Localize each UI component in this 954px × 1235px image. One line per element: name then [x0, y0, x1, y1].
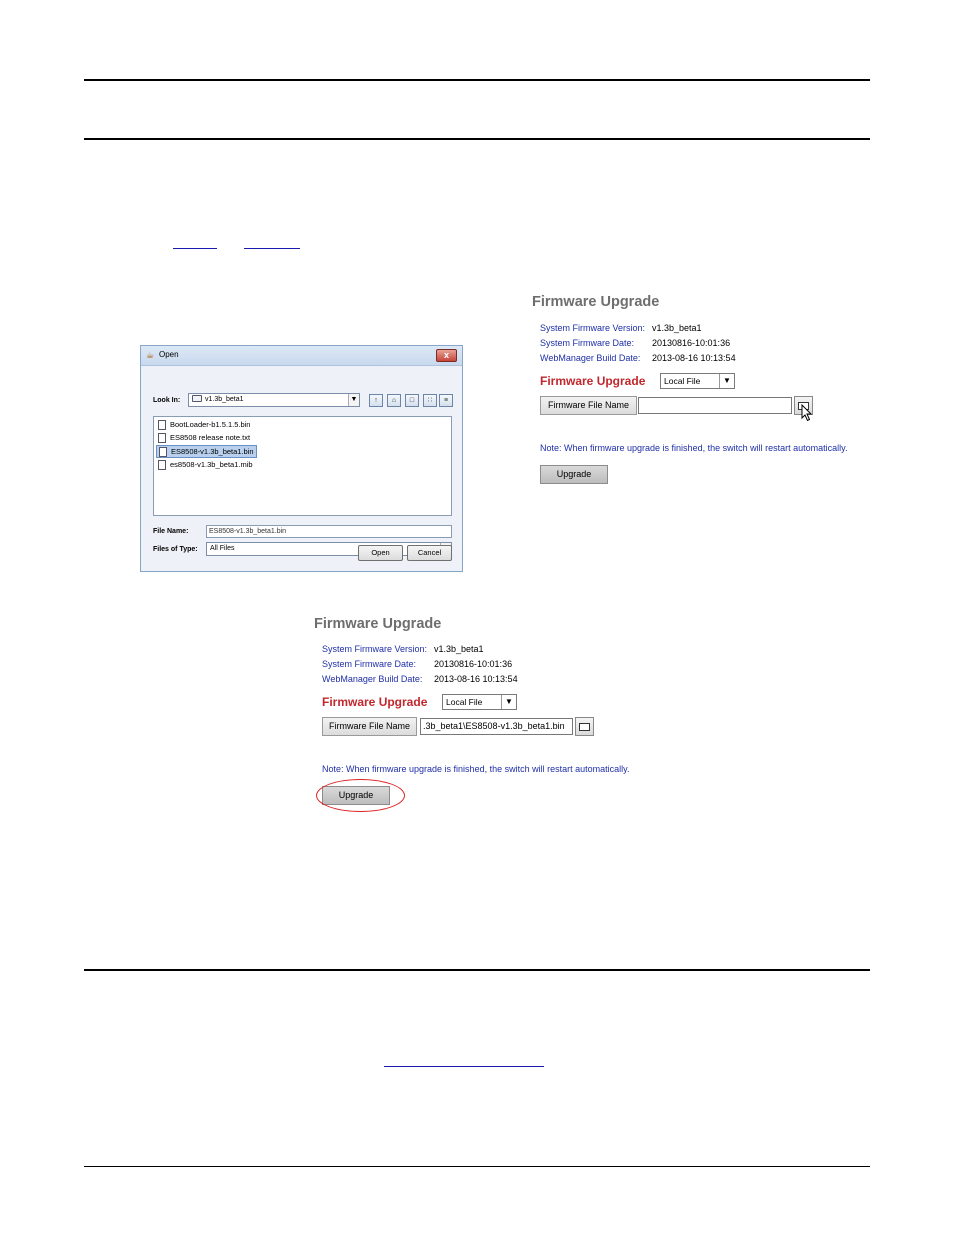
firmware-file-input[interactable]: .3b_beta1\ES8508-v1.3b_beta1.bin: [420, 718, 573, 735]
dialog-title-bar: [141, 346, 462, 366]
browse-folder-icon[interactable]: [575, 717, 594, 736]
chevron-down-icon[interactable]: ▼: [719, 374, 734, 388]
build-date-label: WebManager Build Date:: [322, 674, 423, 684]
dialog-body: [142, 367, 461, 570]
firmware-date-value: 20130816-10:01:36: [434, 659, 513, 669]
look-in-label: Look In:: [153, 397, 181, 404]
open-button[interactable]: Open: [358, 545, 403, 561]
firmware-version-label: System Firmware Version:: [540, 323, 646, 333]
firmware-version-value: v1.3b_beta1: [434, 644, 484, 654]
folder-icon: [192, 395, 202, 402]
details-view-icon[interactable]: ≡: [439, 394, 453, 407]
header-rule-top: [84, 79, 870, 81]
firmware-file-input[interactable]: [638, 397, 792, 414]
firmware-upgrade-heading: Firmware Upgrade: [540, 374, 646, 388]
java-app-icon: ☕: [146, 350, 155, 360]
list-item[interactable]: es8508-v1.3b_beta1.mib: [156, 459, 255, 472]
restart-note: Note: When firmware upgrade is finished, the switch will restart automatically.: [322, 764, 630, 774]
files-of-type-label: Files of Type:: [153, 546, 198, 553]
home-folder-icon[interactable]: ⌂: [387, 394, 401, 407]
list-view-icon[interactable]: ∷: [423, 394, 437, 407]
build-date-label: WebManager Build Date:: [540, 353, 641, 363]
look-in-combo[interactable]: [188, 393, 360, 407]
file-icon: [158, 433, 166, 443]
file-icon: [159, 447, 167, 457]
header-rule-bottom: [84, 138, 870, 140]
files-of-type-value: All Files: [210, 545, 235, 552]
cancel-button[interactable]: Cancel: [407, 545, 452, 561]
firmware-upgrade-heading: Firmware Upgrade: [322, 695, 428, 709]
file-icon: [158, 460, 166, 470]
upgrade-source-value: Local File: [446, 697, 483, 707]
restart-note: Note: When firmware upgrade is finished, the switch will restart automatically.: [540, 443, 848, 453]
build-date-value: 2013-08-16 10:13:54: [652, 353, 736, 363]
close-icon[interactable]: x: [436, 349, 457, 362]
upgrade-source-value: Local File: [664, 376, 701, 386]
firmware-version-value: v1.3b_beta1: [652, 323, 702, 333]
chevron-down-icon[interactable]: ▼: [501, 695, 516, 709]
firmware-date-label: System Firmware Date:: [322, 659, 417, 669]
upgrade-source-select[interactable]: [660, 373, 735, 389]
open-file-dialog: [140, 345, 463, 572]
upgrade-button[interactable]: Upgrade: [322, 786, 390, 805]
hyperlink-underline-2[interactable]: [244, 248, 300, 249]
firmware-version-label: System Firmware Version:: [322, 644, 428, 654]
firmware-file-name-button[interactable]: Firmware File Name: [540, 396, 637, 415]
file-list[interactable]: [153, 416, 452, 516]
list-item-selected[interactable]: ES8508-v1.3b_beta1.bin: [156, 445, 257, 458]
hyperlink-underline-1[interactable]: [173, 248, 217, 249]
new-folder-icon[interactable]: □: [405, 394, 419, 407]
chevron-down-icon[interactable]: ▼: [348, 394, 359, 406]
hyperlink-underline-3[interactable]: [384, 1066, 544, 1067]
firmware-date-label: System Firmware Date:: [540, 338, 635, 348]
panel-title: Firmware Upgrade: [314, 616, 442, 632]
file-name-field[interactable]: ES8508-v1.3b_beta1.bin: [206, 525, 452, 538]
firmware-date-value: 20130816-10:01:36: [652, 338, 731, 348]
build-date-value: 2013-08-16 10:13:54: [434, 674, 518, 684]
list-item[interactable]: BootLoader-b1.5.1.5.bin: [156, 419, 252, 432]
upgrade-source-select[interactable]: [442, 694, 517, 710]
section-rule: [84, 969, 870, 971]
panel-title: Firmware Upgrade: [532, 294, 660, 310]
footer-rule: [84, 1166, 870, 1167]
file-icon: [158, 420, 166, 430]
file-name-label: File Name:: [153, 528, 189, 535]
up-folder-icon[interactable]: ↑: [369, 394, 383, 407]
highlight-circle: [316, 779, 405, 812]
look-in-value: v1.3b_beta1: [205, 396, 244, 403]
dialog-title: Open: [159, 350, 179, 359]
firmware-file-name-button[interactable]: Firmware File Name: [322, 717, 417, 736]
upgrade-button[interactable]: Upgrade: [540, 465, 608, 484]
list-item[interactable]: ES8508 release note.txt: [156, 432, 252, 445]
mouse-cursor-icon: [801, 404, 813, 422]
